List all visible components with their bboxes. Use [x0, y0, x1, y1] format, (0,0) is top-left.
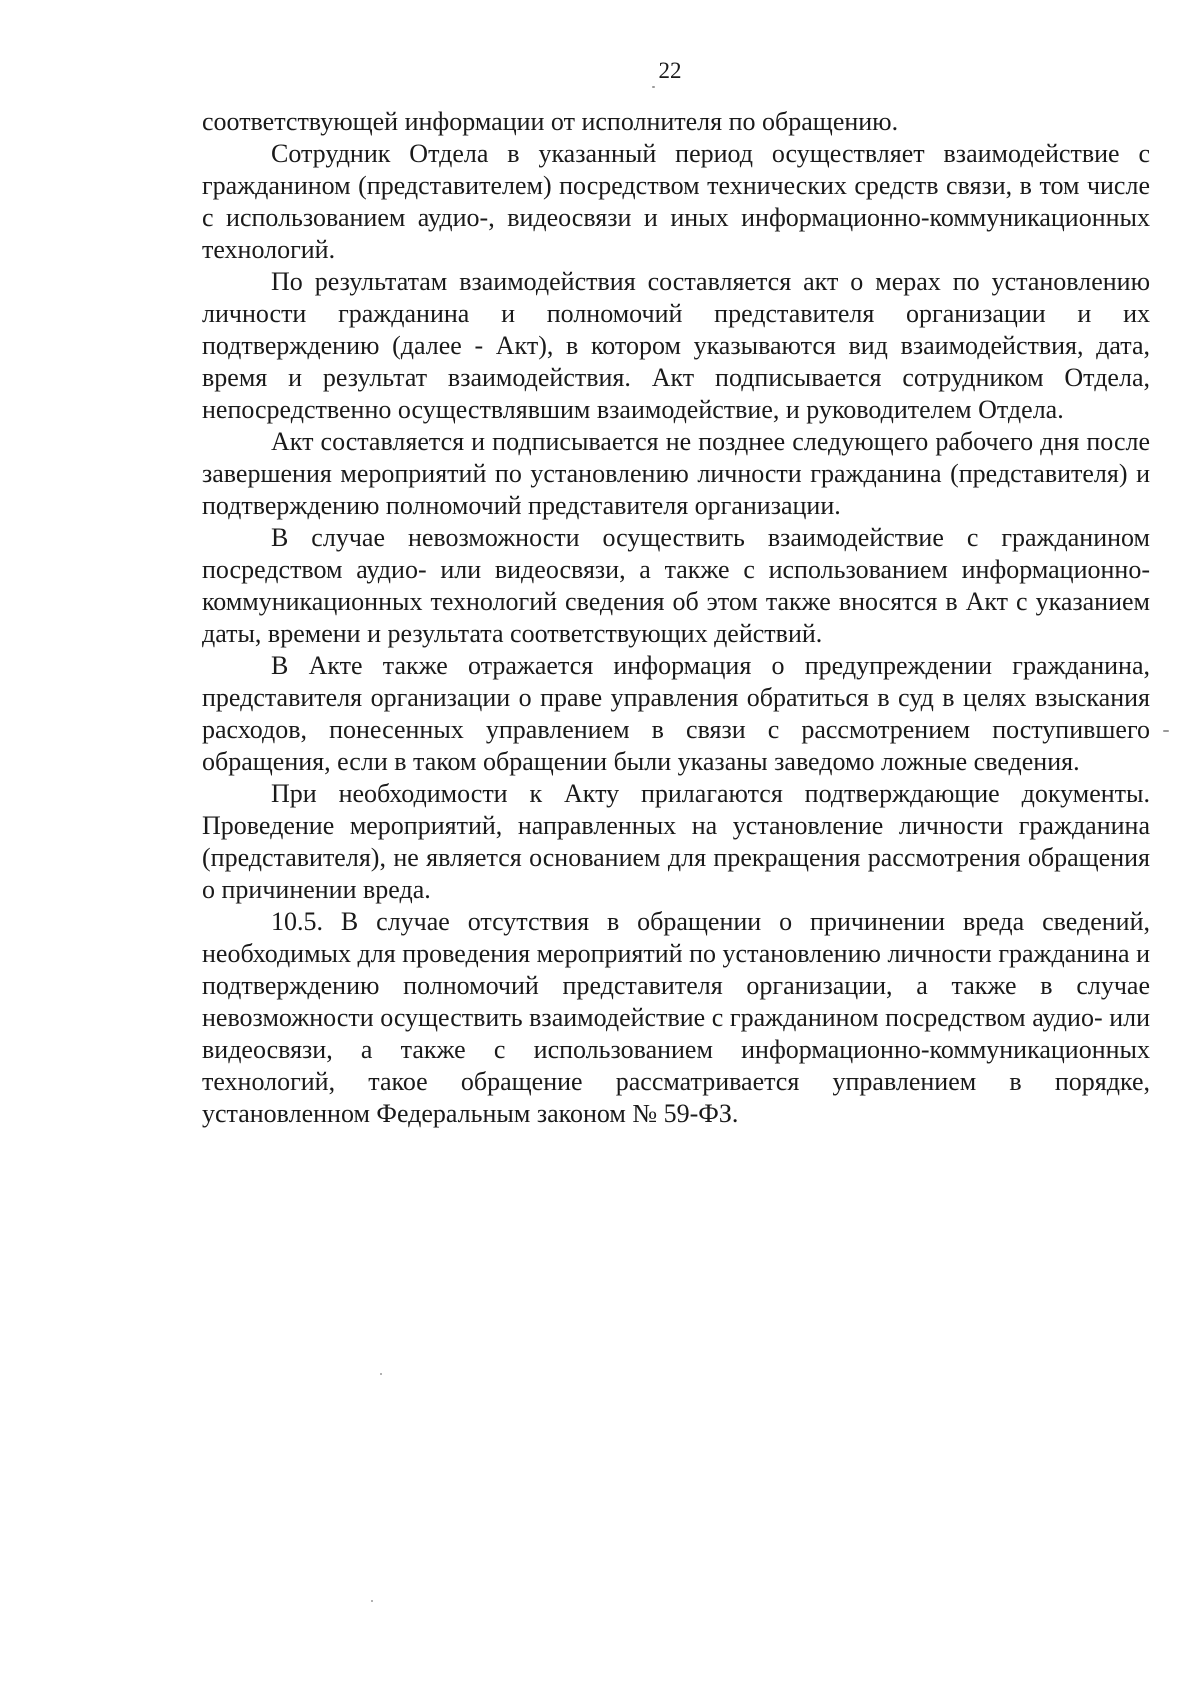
paragraph-communication: Сотрудник Отдела в указанный период осуществляет взаимодействие с гражданином (представителем) посредством технических средств связи, в том числе с использованием аудио-, видеосвязи и иных информационно-коммуникационных технологий. — [202, 139, 1150, 264]
paragraph-continuation: соответствующей информации от исполнителя по обращению. — [202, 107, 899, 136]
document-body — [202, 106, 1150, 1130]
paragraph-warning: В Акте также отражается информация о предупреждении гражданина, представителя организации о праве управления обратиться в суд в целях взыскания расходов, понесенных управлением в связи с рассмотрением поступившего обращения, если в таком обращении были указаны заведомо ложные сведения. — [202, 651, 1150, 776]
page-number: 22 — [658, 58, 682, 83]
scan-artifact — [371, 1600, 373, 1602]
scan-artifact — [1163, 730, 1169, 732]
scan-artifact — [380, 1373, 382, 1375]
scan-artifact — [652, 86, 655, 88]
paragraph-10-5: 10.5. В случае отсутствия в обращении о причинении вреда сведений, необходимых для проведения мероприятий по установлению личности гражданина и подтверждению полномочий представителя организации, а также в случае невозможности осуществить взаимодействие с гражданином посредством аудио- или видеосвязи, а также с использованием информационно-коммуникационных технологий, такое обращение рассматривается управлением в порядке, установленном Федеральным законом № 59-ФЗ. — [202, 907, 1150, 1128]
paragraph-impossibility: В случае невозможности осуществить взаимодействие с гражданином посредством аудио- или видеосвязи, а также с использованием информационно-коммуникационных технологий сведения об этом также вносятся в Акт с указанием даты, времени и результата соответствующих действий. — [202, 523, 1150, 648]
paragraph-act-drafting: По результатам взаимодействия составляется акт о мерах по установлению личности гражданина и полномочий представителя организации и их подтверждению (далее - Акт), в котором указываются вид взаимодействия, дата, время и результат взаимодействия. Акт подписывается сотрудником Отдела, непосредственно осуществлявшим взаимодействие, и руководителем Отдела. — [202, 267, 1150, 424]
paragraph-act-deadline: Акт составляется и подписывается не позднее следующего рабочего дня после завершения мероприятий по установлению личности гражданина (представителя) и подтверждению полномочий представителя организации. — [202, 427, 1150, 520]
paragraph-documents: При необходимости к Акту прилагаются подтверждающие документы. Проведение мероприятий, направленных на установление личности гражданина (представителя), не является основанием для прекращения рассмотрения обращения о причинении вреда. — [202, 779, 1150, 904]
